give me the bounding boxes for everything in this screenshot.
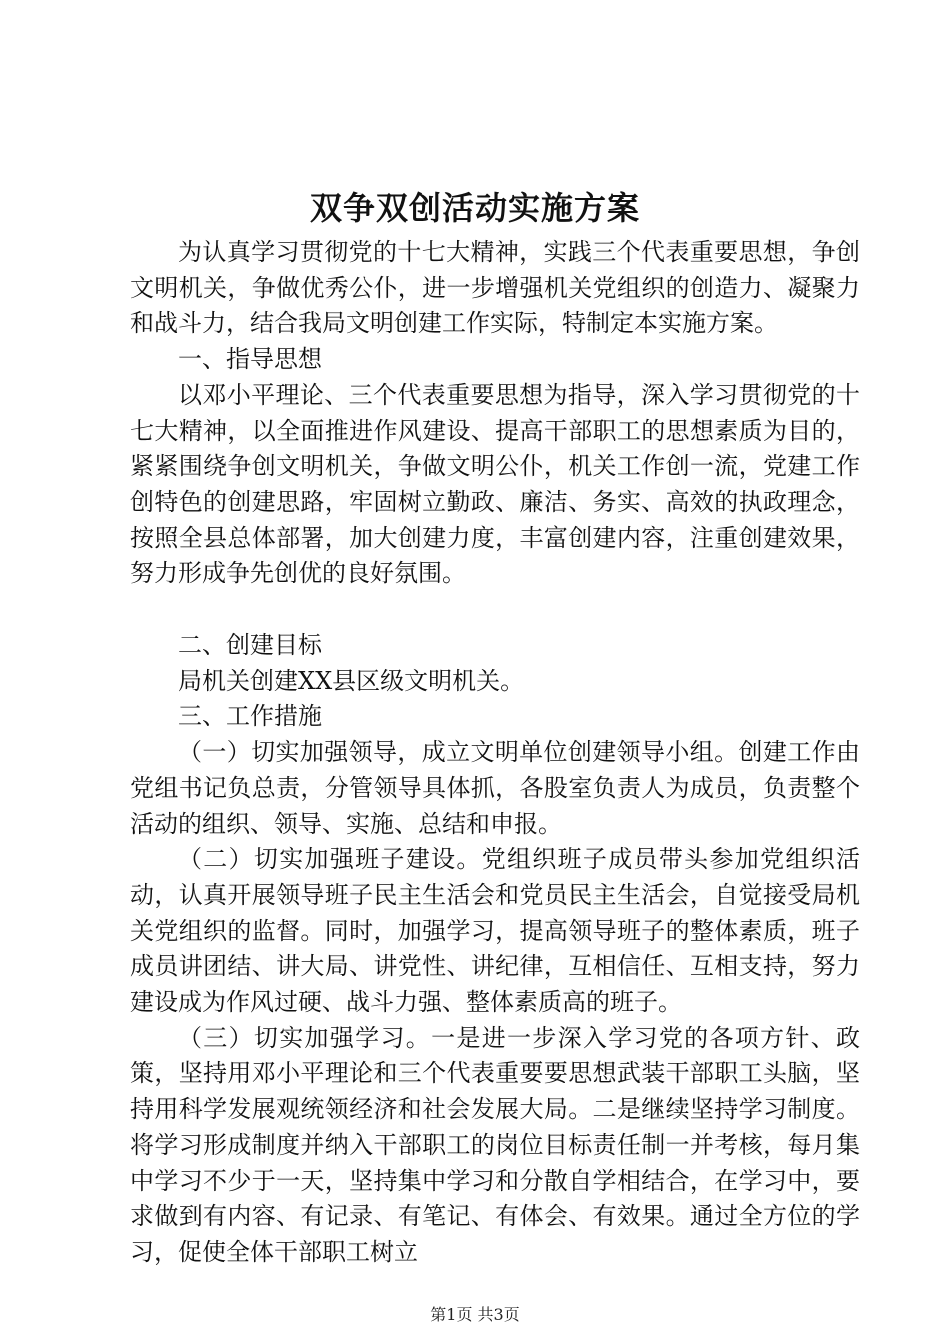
section-heading-guiding-ideology: 一、指导思想 <box>178 345 322 374</box>
measure-2-paragraph: （二）切实加强班子建设。党组织班子成员带头参加党组织活动，认真开展领导班子民主生活会和党员民主生活会，自觉接受局机关党组织的监督。同时，加强学习，提高领导班子的整体素质，班子成员讲团结、讲大局、讲党性、讲纪律，互相信任、互相支持，努力建设成为作风过硬、战斗力强、整体素质高的班子。 <box>130 845 860 1017</box>
guiding-ideology-paragraph: 以邓小平理论、三个代表重要思想为指导，深入学习贯彻党的十七大精神，以全面推进作风建设、提高干部职工的思想素质为目的，紧紧围绕争创文明机关，争做文明公仆，机关工作创一流，党建工作创特色的创建思路，牢固树立勤政、廉洁、务实、高效的执政理念，按照全县总体部署，加大创建力度，丰富创建内容，注重创建效果，努力形成争先创优的良好氛围。 <box>130 380 860 588</box>
intro-paragraph: 为认真学习贯彻党的十七大精神，实践三个代表重要思想，争创文明机关，争做优秀公仆，进一步增强机关党组织的创造力、凝聚力和战斗力，结合我局文明创建工作实际，特制定本实施方案。 <box>130 238 860 338</box>
measure-1-paragraph: （一）切实加强领导，成立文明单位创建领导小组。创建工作由党组书记负总责，分管领导具体抓，各股室负责人为成员，负责整个活动的组织、领导、实施、总结和申报。 <box>130 738 860 838</box>
document-title: 双争双创活动实施方案 <box>309 189 640 227</box>
page-number-footer: 第1页 共3页 <box>430 1305 520 1324</box>
goal-paragraph: 局机关创建XX县区级文明机关。 <box>178 666 525 695</box>
document-body <box>130 235 860 1271</box>
section-heading-measures: 三、工作措施 <box>178 702 322 731</box>
measure-3-paragraph: （三）切实加强学习。一是进一步深入学习党的各项方针、政策，坚持用邓小平理论和三个代表重要要思想武装干部职工头脑，坚持用科学发展观统领经济和社会发展大局。二是继续坚持学习制度。将学习形成制度并纳入干部职工的岗位目标责任制一并考核，每月集中学习不少于一天，坚持集中学习和分散自学相结合，在学习中，要求做到有内容、有记录、有笔记、有体会、有效果。通过全方位的学习，促使全体干部职工树立 <box>130 1023 860 1266</box>
section-heading-goal: 二、创建目标 <box>178 631 322 660</box>
